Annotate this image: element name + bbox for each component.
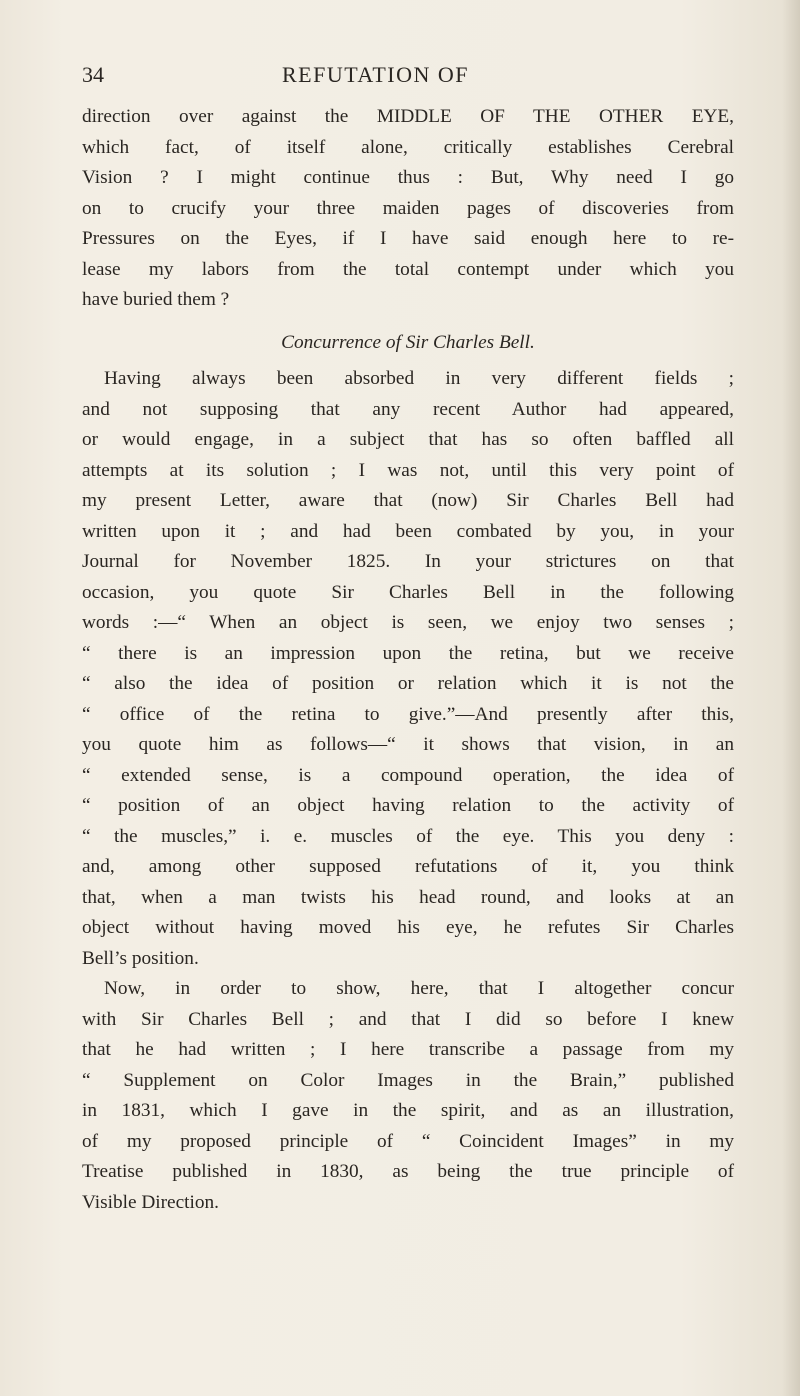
text-line: or would engage, in a subject that has so often baffled all: [82, 429, 734, 450]
text-line: Pressures on the Eyes, if I have said enough here to re-: [82, 228, 734, 249]
text-line: “ office of the retina to give.”—And presently after this,: [82, 703, 734, 725]
page-edge-shadow: [782, 0, 800, 1396]
text-line: that, when a man twists his head round, and looks at an: [82, 886, 734, 908]
text-line: my present Letter, aware that (now) Sir Charles Bell had: [82, 490, 734, 511]
text-line: and not supposing that any recent Author had appeared,: [82, 398, 734, 420]
text-line: “ the muscles,” i. e. muscles of the eye. This you deny :: [82, 825, 734, 847]
text-line: Treatise published in 1830, as being the true principle of: [82, 1161, 734, 1182]
text-line: Visible Direction.: [82, 1191, 219, 1213]
text-line: on to crucify your three maiden pages of discoveries from: [82, 197, 734, 219]
running-head: REFUTATION OF: [282, 62, 470, 87]
text-line: of my proposed principle of “ Coincident Images” in my: [82, 1130, 734, 1152]
text-line: that he had written ; I here transcribe a passage from my: [82, 1039, 734, 1060]
text-line: in 1831, which I gave in the spirit, and as an illustration,: [82, 1100, 734, 1121]
text-line: lease my labors from the total contempt under which you: [82, 258, 734, 280]
body-text: [82, 102, 734, 1218]
page-header: [82, 62, 722, 92]
text-line: Now, in order to show, here, that I altogether concur: [104, 978, 734, 999]
text-line: attempts at its solution ; I was not, until this very point of: [82, 459, 734, 481]
text-line: written upon it ; and had been combated by you, in your: [82, 520, 734, 542]
text-line: you quote him as follows—“ it shows that vision, in an: [82, 734, 734, 755]
text-line: have buried them ?: [82, 289, 230, 310]
section-heading: Concurrence of Sir Charles Bell.: [281, 331, 535, 353]
text-line: occasion, you quote Sir Charles Bell in the following: [82, 581, 734, 603]
text-line: “ position of an object having relation to the activity of: [82, 795, 734, 816]
text-line: with Sir Charles Bell ; and that I did so before I knew: [82, 1008, 734, 1030]
text-line: and, among other supposed refutations of it, you think: [82, 856, 734, 877]
text-line: Journal for November 1825. In your strictures on that: [82, 551, 734, 572]
text-line: “ also the idea of position or relation which it is not the: [82, 673, 734, 694]
text-line: words :—“ When an object is seen, we enjoy two senses ;: [82, 612, 734, 633]
text-line: “ Supplement on Color Images in the Brain,” published: [82, 1069, 734, 1091]
text-line: “ extended sense, is a compound operation, the idea of: [82, 764, 734, 786]
text-line: Bell’s position.: [82, 947, 199, 969]
text-line: direction over against the MIDDLE OF THE OTHER EYE,: [82, 106, 734, 127]
text-line: Vision ? I might continue thus : But, Why need I go: [82, 167, 734, 188]
text-line: Having always been absorbed in very different fields ;: [104, 368, 734, 389]
text-line: which fact, of itself alone, critically establishes Cerebral: [82, 136, 734, 158]
text-line: “ there is an impression upon the retina, but we receive: [82, 642, 734, 664]
page-number: 34: [82, 62, 104, 87]
text-line: object without having moved his eye, he refutes Sir Charles: [82, 917, 734, 938]
